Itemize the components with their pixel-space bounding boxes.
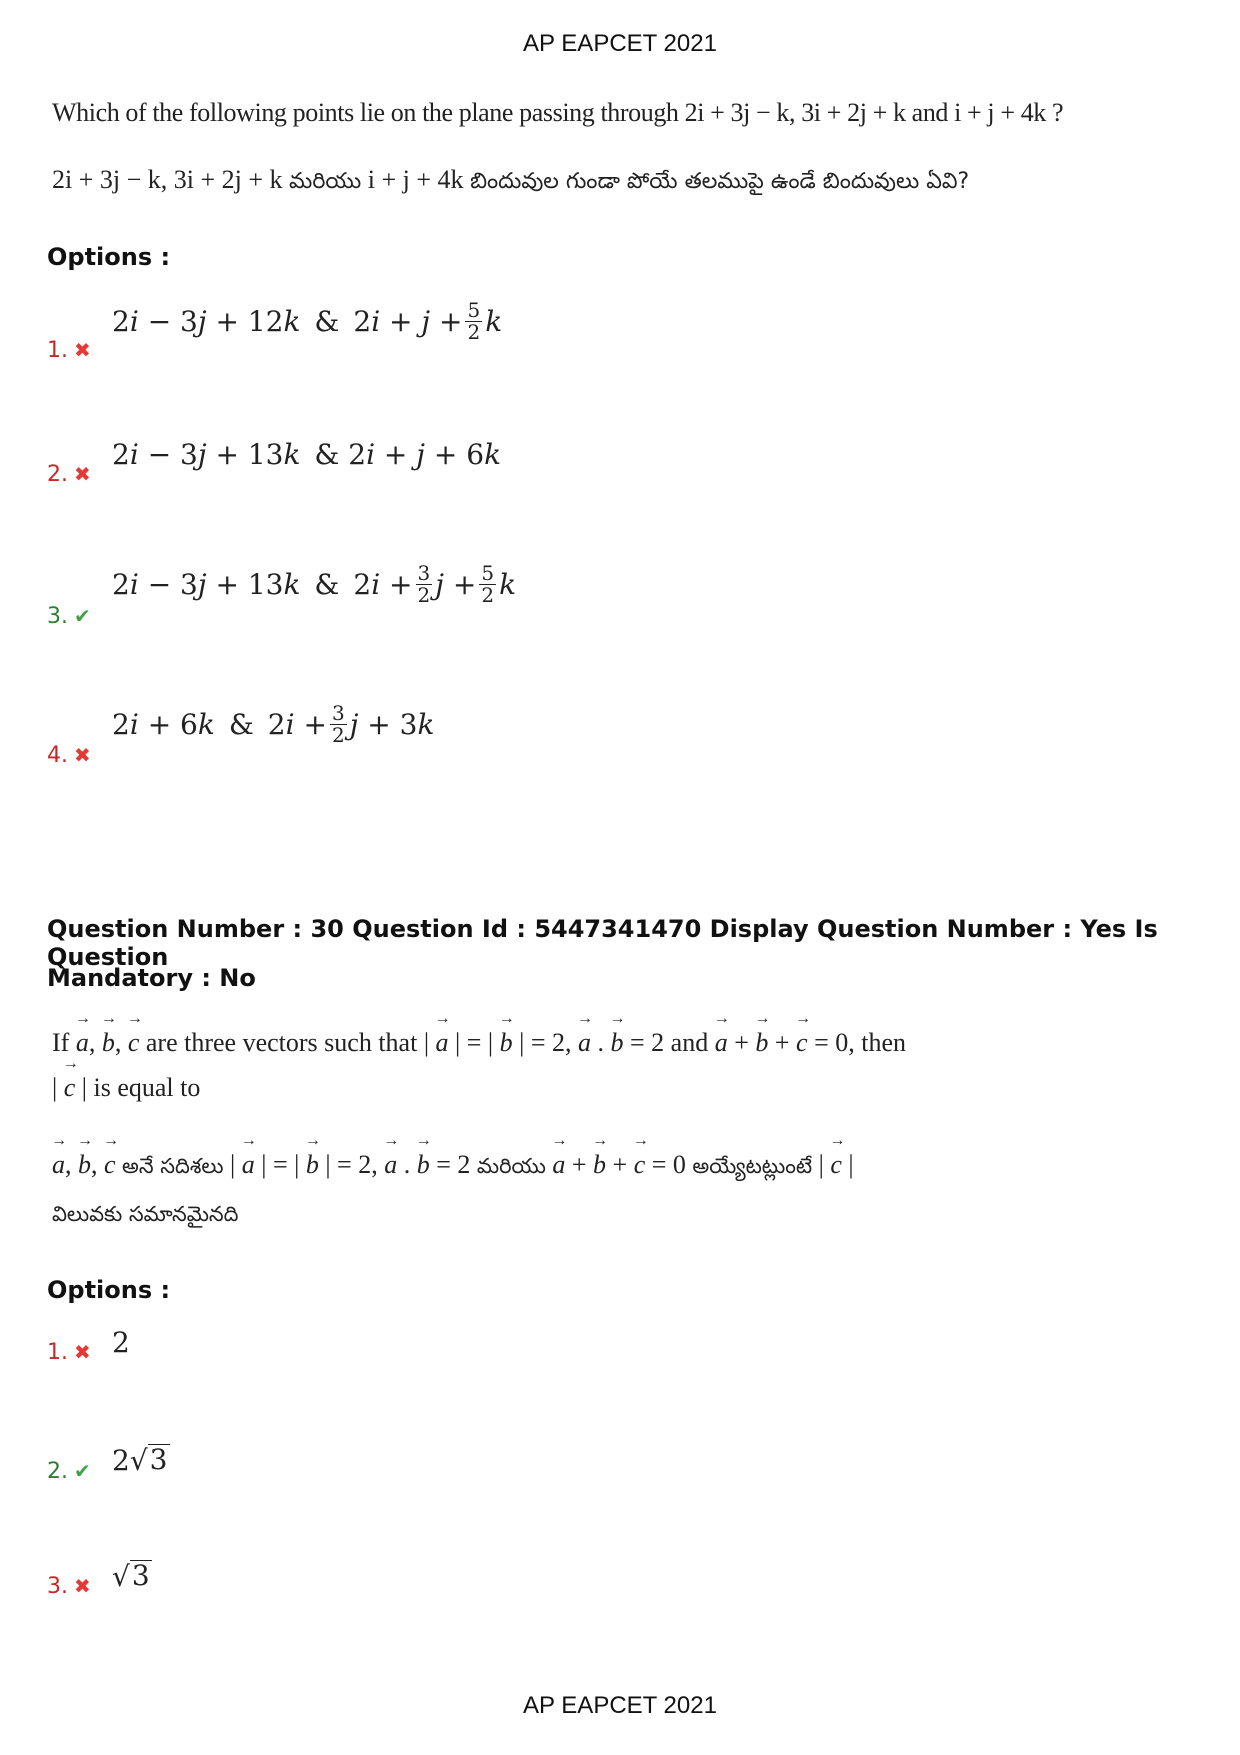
option-3-math: 2 i − 3 j + 13 k & 2 i + $\frac{3}{2}$ j + $\frac{5}{2}$ k (112, 561, 517, 607)
cross-icon: ✖ (74, 1340, 91, 1364)
options-label: Options : (47, 243, 171, 271)
question-meta-line1: Question Number : 30 Question Id : 5447341470 Display Question Number : Yes Is Question (47, 915, 1158, 971)
option-number: 1. ✖ (47, 1340, 91, 1365)
question-te-and: మరియు (289, 169, 362, 194)
option-1-math: 2 i − 3 j + 12 k & 2 i + j + $\frac{5}{2}$ k (112, 298, 503, 344)
question-text-en: Which of the following points lie on the plane passing through 2i + 3j − k, 3i + 2j + k and i + j + 4k ? (52, 98, 1064, 127)
question-te-rest: బిందువుల గుండా పోయే తలముపై ఉండే బిందువులు ఏవి? (470, 169, 970, 194)
cross-icon: ✖ (74, 1574, 91, 1598)
question-text-te-line2: విలువకు సమానమైనది (52, 1202, 239, 1226)
option-number: 4. ✖ (47, 743, 91, 768)
option-4-math: 2 i + 6 k & 2 i + $\frac{3}{2}$ j + 3 k (112, 701, 435, 747)
option-3-value: √ 3 (112, 1559, 150, 1593)
option-1-value: 2 (112, 1326, 130, 1359)
option-number: 2. ✔ (47, 1459, 91, 1484)
option-number: 3. ✖ (47, 1574, 91, 1599)
question-text-en: If → a, → b, → c are three vectors such that | → a | = | → b | = 2, → a . → b = 2 and → a + → b + → c = 0, then (52, 1028, 906, 1058)
option-2-value: 2 √ 3 (112, 1443, 168, 1477)
cross-icon: ✖ (74, 743, 91, 767)
page-header: AP EAPCET 2021 (523, 30, 717, 57)
question-te-math2: i + j + 4k (367, 165, 464, 194)
option-number: 3. ✔ (47, 604, 91, 629)
question-text-en-line2: | → c | is equal to (52, 1073, 200, 1103)
option-2-math: 2 i − 3 j + 13 k & 2 i + j + 6 k (112, 438, 502, 471)
question-te-math: 2i + 3j − k, 3i + 2j + k (52, 165, 283, 194)
question-text-te (52, 165, 969, 199)
cross-icon: ✖ (74, 338, 91, 362)
option-number: 1. ✖ (47, 338, 91, 363)
options-label: Options : (47, 1276, 171, 1304)
page-footer: AP EAPCET 2021 (523, 1692, 717, 1719)
check-icon: ✔ (74, 604, 91, 628)
cross-icon: ✖ (74, 462, 91, 486)
option-number: 2. ✖ (47, 462, 91, 487)
check-icon: ✔ (74, 1459, 91, 1483)
question-text-te: → a, → b, → c అనే సదిశలు | → a | = | → b | = 2, → a . → b = 2 మరియు → a + → b + → c = 0 అయ్యేటట్లుంటే | → c | (52, 1150, 854, 1184)
question-meta-line2: Mandatory : No (47, 964, 256, 992)
